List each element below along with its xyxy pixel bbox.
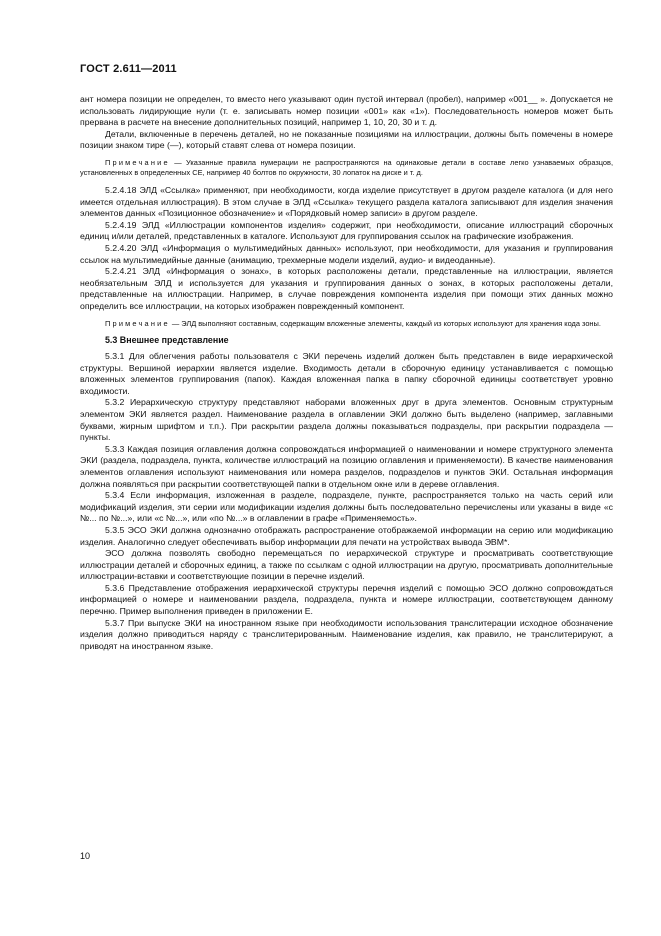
note-text: — Указанные правила нумерации не распространяются на одинаковые детали в составе легко узнаваемых образцов, установленных в определенных СЕ, например 40 болтов по окружности, 30 лопаток на диске и т. д. [80,157,613,178]
section-title: 5.3 Внешнее представление [105,335,229,345]
paragraph: ант номера позиции не определен, то вместо него указывают один пустой интервал (пробел), например «001__ ». Допускается не использовать лидирующие нули (т. е. записывать номер позиции «001» как «1»). Последовательность номеров может быть прервана в расчете на внесение дополнительных позиций, например 1, 10, 20, 30 и т. д. [80,94,613,128]
paragraph: 5.3.4 Если информация, изложенная в разделе, подразделе, пункте, распространяется только на часть серий или модификаций изделия, эти серии или модификации изделия должны быть последовательно перечислены или указаны в виде «с №... по №...», или «с №...», или «по №...» в оглавлении в графе «Применяемость». [80,490,613,524]
paragraph: 5.2.4.21 ЭЛД «Информация о зонах», в которых расположены детали, представленные на иллюстрации, является необязательным ЭЛД и используется для указания и группирования данных о зонах, в которых расположены детали, представленные на иллюстрации. Например, в случае повреждения компонента изделия при помощи этих данных можно определить все иллюстрации, на которых изображен поврежденный компонент. [80,266,613,311]
document-header: ГОСТ 2.611—2011 [80,63,177,75]
paragraph: 5.3.2 Иерархическую структуру представляют наборами вложенных друг в друга элементов. Основным структурным элементом ЭКИ является раздел. Наименование раздела в оглавлении ЭКИ должно быть выделено (например, заглавными буквами, жирным шрифтом и т.п.). При раскрытии раздела должны показываться подразделы, при раскрытии подраздела — пункты. [80,397,613,443]
paragraph: 5.3.1 Для облегчения работы пользователя с ЭКИ перечень изделий должен быть представлен в виде иерархической структуры. Вершиной иерархии является изделие. Входимость детали в сборочную единицу устанавливается с помощью вложенных элементов группирования (папок). Каждая вложенная папка в папку сборочной единицы соответствует уровню входимости. [80,351,613,396]
paragraph: Детали, включенные в перечень деталей, но не показанные позициями на иллюстрации, должны быть помечены в номере позиции знаком тире (—), который ставят слева от номера позиции. [80,128,613,151]
note-label: Примечание [105,318,170,328]
paragraph: 5.2.4.20 ЭЛД «Информация о мультимедийных данных» используют, при необходимости, для указания и группирования ссылок на мультимедийные данные (анимацию, трехмерные модели изделий, аудио- и видеоданные). [80,242,613,265]
note [80,319,613,330]
page-body [80,94,613,652]
paragraph: 5.3.7 При выпуске ЭКИ на иностранном языке при необходимости использования транслитерации исходное обозначение изделия должно приводиться наряду с транслитерированным. Наименование изделия, как правило, не транслитерируют, а приводят на иностранном языке. [80,617,613,651]
note [80,158,613,179]
paragraph: 5.2.4.19 ЭЛД «Иллюстрации компонентов изделия» содержит, при необходимости, описание иллюстраций сборочных единиц и/или деталей, представленных в каталоге. Используют для группирования ссылок на графические изображения. [80,219,613,242]
note-text: — ЭЛД выполняют составным, содержащим вложенные элементы, каждый из которых используют для хранения кода зоны. [169,318,601,328]
paragraph: 5.3.6 Представление отображения иерархической структуры перечня изделий с помощью ЭСО должно сопровождаться информацией о номере и наименовании раздела, подраздела, пункта и номере иллюстрации, соответствующем данному перечню. Пример выполнения приведен в приложении Е. [80,582,613,617]
paragraph: 5.2.4.18 ЭЛД «Ссылка» применяют, при необходимости, когда изделие присутствует в другом разделе каталога (и для него имеется отдельная иллюстрация). В этом случае в ЭЛД «Ссылка» текущего раздела каталога записывают для изделия значения элементов данных «Позиционное обозначение» и «Порядковый номер записи» в другом разделе. [80,184,613,219]
note-label: Примечание [105,157,170,167]
paragraph: ЭСО должна позволять свободно перемещаться по иерархической структуре и просматривать соответствующие иллюстрации деталей и сборочных единиц, а также по ссылкам с одной иллюстрации на другую, просматривать дополнительные иллюстрации-вставки и соответствующие позиции в перечне изделий. [80,548,613,582]
page-number: 10 [80,851,91,861]
paragraph: 5.3.3 Каждая позиция оглавления должна сопровождаться информацией о наименовании и номере структурного элемента ЭКИ (раздела, подраздела, пункта, количестве иллюстраций на позицию оглавления и применяемости). В качестве наименования элементов оглавления используют наименования или номера разделов, подразделов и пунктов ЭКИ. Остальная информация должна появляться при раскрытии соответствующей папки в отдельном окне или в дереве оглавления. [80,443,613,489]
paragraph: 5.3.5 ЭСО ЭКИ должна однозначно отображать распространение отображаемой информации на серию или модификацию изделия. Аналогично следует обеспечивать выбор информации для печати на устройствах вывода ЭВМ*. [80,524,613,547]
